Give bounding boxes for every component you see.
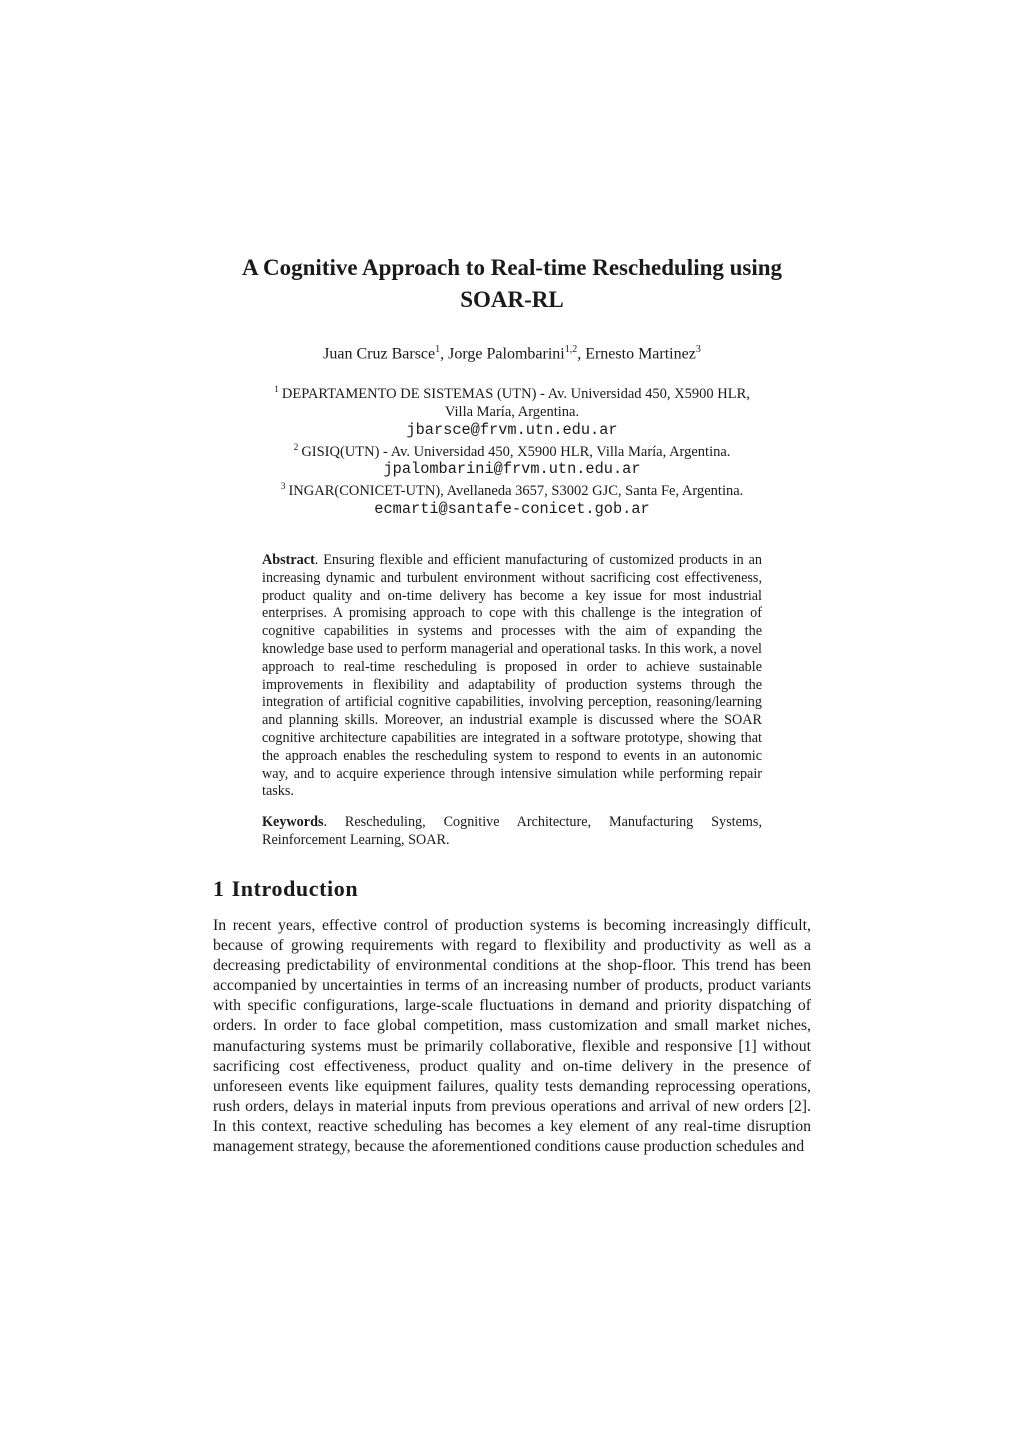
affiliation-line	[213, 404, 811, 422]
author-footnote-marker: 1,2	[564, 344, 578, 355]
affiliation-line	[213, 479, 811, 501]
affiliation-email	[213, 461, 811, 479]
section-title: Introduction	[231, 876, 359, 901]
affiliation-text: GISIQ(UTN) - Av. Universidad 450, X5900 HLR, Villa María, Argentina.	[301, 443, 731, 460]
section-number: 1	[213, 876, 225, 901]
keywords-paragraph	[262, 814, 762, 850]
affiliation-email	[213, 422, 811, 440]
affiliation-line	[213, 382, 811, 404]
keywords-text: . Rescheduling, Cognitive Architecture, Manufacturing Systems, Reinforcement Learning, SOAR.	[262, 814, 762, 848]
keywords-label: Keywords	[262, 814, 324, 830]
email-text: ecmarti@santafe-conicet.gob.ar	[374, 499, 650, 518]
paper-title: A Cognitive Approach to Real-time Rescheduling using SOAR-RL	[241, 255, 783, 312]
author-name: , Jorge Palombarini	[440, 345, 565, 363]
email-text: jpalombarini@frvm.utn.edu.ar	[383, 460, 641, 479]
affiliation-marker: 1	[274, 385, 279, 395]
author-name: Juan Cruz Barsce	[323, 345, 436, 363]
affiliation-text: DEPARTAMENTO DE SISTEMAS (UTN) - Av. Universidad 450, X5900 HLR,	[281, 385, 750, 402]
introduction-paragraph: In recent years, effective control of production systems is becoming increasingly difficult, because of growing requirements with regard to flexibility and productivity as well as a decreasing predictability of environmental conditions at the shop-floor. This trend has been accompanied by uncertainties in terms of an increasing number of products, product variants with specific configurations, large-scale fluctuations in demand and priority dispatching of orders. In order to face global competition, mass customization and small market niches, manufacturing systems must be primarily collaborative, flexible and responsive [1] without sacrificing cost effectiveness, product quality and on-time delivery in the presence of unforeseen events like equipment failures, quality tests demanding reprocessing operations, rush orders, delays in material inputs from previous operations and arrival of new orders [2]. In this context, reactive scheduling has becomes a key element of any real-time disruption management strategy, because the aforementioned conditions cause production schedules and	[213, 917, 811, 1156]
author-footnote-marker: 3	[695, 344, 701, 355]
affiliation-text: Villa María, Argentina.	[444, 403, 580, 420]
author-name: , Ernesto Martinez	[577, 345, 696, 363]
abstract-text: . Ensuring flexible and efficient manufacturing of customized products in an increasing dynamic and turbulent environment without sacrificing cost effectiveness, product quality and on-time delivery has become a key issue for most industrial enterprises. A promising approach to cope with this challenge is the integration of cognitive capabilities in systems and processes with the aim of expanding the knowledge base used to perform managerial and operational tasks. In this work, a novel approach to real-time rescheduling is proposed in order to achieve sustainable improvements in flexibility and adaptability of production systems through the integration of artificial cognitive capabilities, involving perception, reasoning/learning and planning skills. Moreover, an industrial example is discussed where the SOAR cognitive architecture capabilities are integrated in a software prototype, showing that the approach enables the rescheduling system to respond to events in an autonomic way, and to acquire experience through intensive simulation while performing repair tasks.	[262, 552, 762, 800]
section-heading-introduction	[213, 876, 811, 902]
author-footnote-marker: 1	[435, 344, 441, 355]
email-text: jbarsce@frvm.utn.edu.ar	[406, 420, 618, 439]
affiliation-text: INGAR(CONICET-UTN), Avellaneda 3657, S3002 GJC, Santa Fe, Argentina.	[288, 483, 744, 500]
abstract-label: Abstract	[262, 552, 315, 568]
affiliation-email	[213, 501, 811, 519]
affiliation-marker: 2	[293, 442, 299, 453]
affiliations-block	[213, 382, 811, 519]
abstract-paragraph	[262, 552, 762, 801]
affiliation-line	[213, 440, 811, 462]
affiliation-marker: 3	[280, 482, 286, 493]
authors-line	[213, 344, 811, 363]
